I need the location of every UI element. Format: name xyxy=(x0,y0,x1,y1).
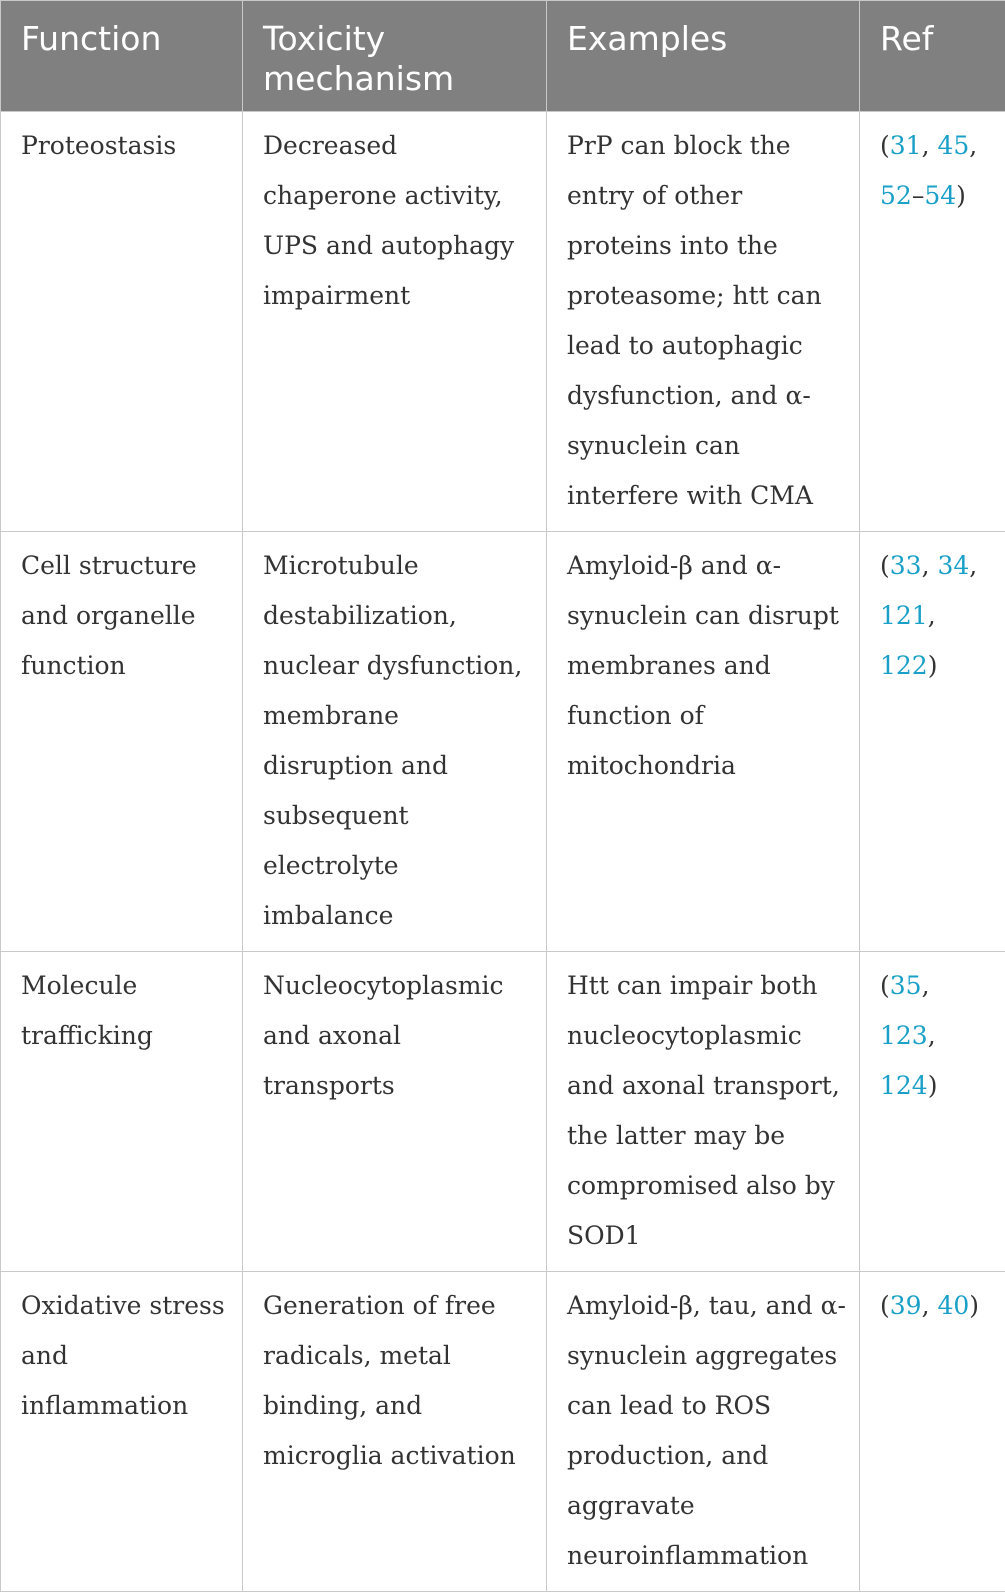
cell-examples: PrP can block the entry of other proteins into the proteasome; htt can lead to autophagic dysfunction, and α-synuclein can interfere with CMA xyxy=(547,112,860,532)
cell-function: Proteostasis xyxy=(1,112,243,532)
cell-ref: (33, 34, 121, 122) xyxy=(860,532,1005,952)
cell-mechanism: Generation of free radicals, metal binding, and microglia activation xyxy=(243,1272,547,1592)
table-row xyxy=(1,1272,1005,1592)
table-row xyxy=(1,112,1005,532)
ref-link[interactable]: 45 xyxy=(937,131,969,160)
ref-link[interactable]: 39 xyxy=(890,1291,922,1320)
cell-ref: (35, 123, 124) xyxy=(860,952,1005,1272)
ref-link[interactable]: 52 xyxy=(880,181,912,210)
cell-function: Molecule trafficking xyxy=(1,952,243,1272)
header-function: Function xyxy=(1,1,243,112)
header-ref: Ref xyxy=(860,1,1005,112)
ref-link[interactable]: 31 xyxy=(890,131,922,160)
ref-link[interactable]: 122 xyxy=(880,651,928,680)
table-row xyxy=(1,532,1005,952)
ref-link[interactable]: 40 xyxy=(937,1291,969,1320)
header-toxicity-mechanism: Toxicity mechanism xyxy=(243,1,547,112)
ref-link[interactable]: 35 xyxy=(890,971,922,1000)
header-examples: Examples xyxy=(547,1,860,112)
table-header-row xyxy=(1,1,1005,112)
cell-mechanism: Decreased chaperone activity, UPS and autophagy impairment xyxy=(243,112,547,532)
ref-link[interactable]: 124 xyxy=(880,1071,928,1100)
ref-link[interactable]: 33 xyxy=(890,551,922,580)
ref-link[interactable]: 123 xyxy=(880,1021,928,1050)
ref-link[interactable]: 121 xyxy=(880,601,928,630)
cell-examples: Amyloid-β, tau, and α-synuclein aggregates can lead to ROS production, and aggravate neuroinflammation xyxy=(547,1272,860,1592)
table-row xyxy=(1,952,1005,1272)
cell-function: Cell structure and organelle function xyxy=(1,532,243,952)
cell-examples: Htt can impair both nucleocytoplasmic and axonal transport, the latter may be compromised also by SOD1 xyxy=(547,952,860,1272)
cell-mechanism: Microtubule destabilization, nuclear dysfunction, membrane disruption and subsequent electrolyte imbalance xyxy=(243,532,547,952)
cell-examples: Amyloid-β and α-synuclein can disrupt membranes and function of mitochondria xyxy=(547,532,860,952)
cell-ref: (31, 45, 52–54) xyxy=(860,112,1005,532)
ref-link[interactable]: 54 xyxy=(924,181,956,210)
cell-function: Oxidative stress and inflammation xyxy=(1,1272,243,1592)
ref-link[interactable]: 34 xyxy=(937,551,969,580)
cell-mechanism: Nucleocytoplasmic and axonal transports xyxy=(243,952,547,1272)
cell-ref: (39, 40) xyxy=(860,1272,1005,1592)
